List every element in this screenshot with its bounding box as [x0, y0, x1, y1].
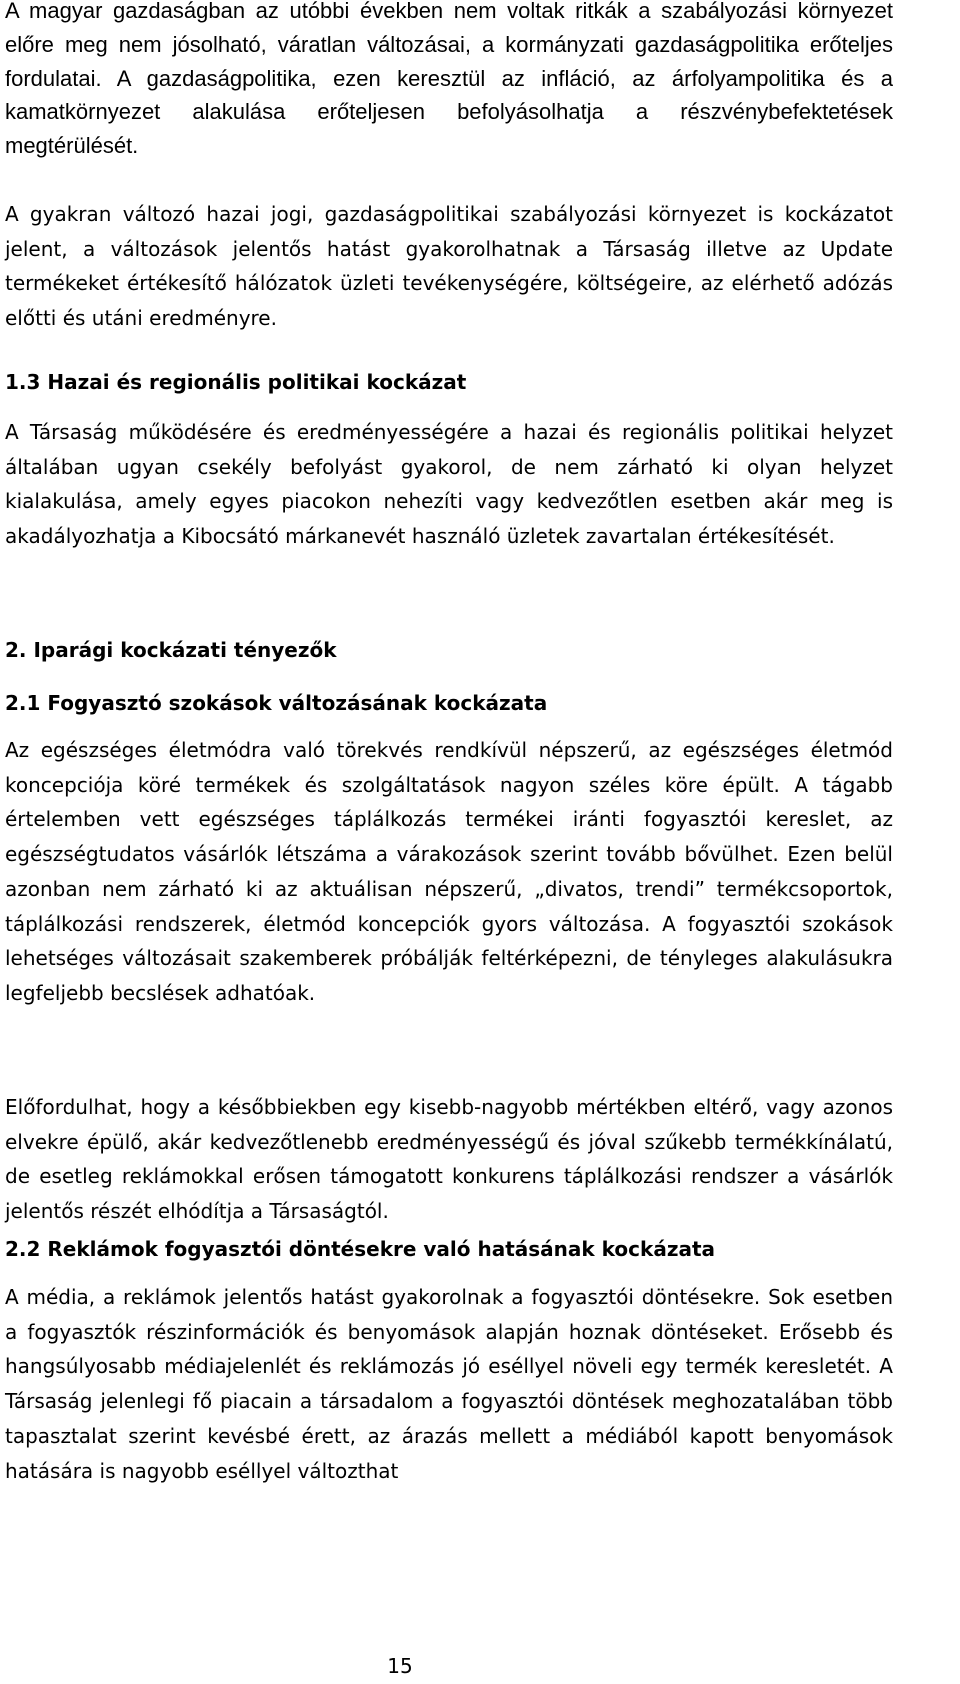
- page-number: 15: [387, 1654, 413, 1678]
- paragraph-competition: Előfordulhat, hogy a későbbiekben egy kisebb-nagyobb mértékben eltérő, vagy azonos elvekre épülő, akár kedvezőtlenebb eredményességű és jóval szűkebb termékkínálatú, de esetleg reklámokkal erősen támogatott konkurens táplálkozási rendszer a vásárlók jelentős részét elhódítja a Társaságtól.: [5, 1095, 893, 1224]
- paragraph-consumer-habits: Az egészséges életmódra való törekvés rendkívül népszerű, az egészséges életmód koncepciója köré termékek és szolgáltatások nagyon széles köre épült. A tágabb értelemben vett egészséges táplálkozás termékei iránti fogyasztói kereslet, az egészségtudatos vásárlók létszáma a várakozások szerint tovább bővülhet. Ezen belül azonban nem zárható ki az aktuálisan népszerű, „divatos, trendi” termékcsoportok, táplálkozási rendszerek, életmód koncepciók gyors változása. A fogyasztói szokások lehetséges változásait szakemberek próbálják feltérképezni, de tényleges alakulásukra legfeljebb becslések adhatóak.: [5, 738, 893, 1005]
- heading-2: 2. Iparági kockázati tényezők: [5, 638, 337, 662]
- paragraph-economic-policy: A magyar gazdaságban az utóbbi években nem voltak ritkák a szabályozási környezet előre meg nem jósolható, váratlan változásai, a kormányzati gazdaságpolitika erőteljes fordulatai. A gazdaságpolitika, ezen keresztül az infláció, az árfolyampolitika és a kamatkörnyezet alakulása erőteljesen befolyásolhatja a részvénybefektetések megtérülését.: [5, 0, 893, 159]
- paragraph-political-risk: A Társaság működésére és eredményességére a hazai és regionális politikai helyzet általában ugyan csekély befolyást gyakorol, de nem zárható ki olyan helyzet kialakulása, amely egyes piacokon nehezíti vagy kedvezőtlen esetben akár meg is akadályozhatja a Kibocsátó márkanevét használó üzletek zavartalan értékesítését.: [5, 420, 893, 549]
- heading-2-2: 2.2 Reklámok fogyasztói döntésekre való hatásának kockázata: [5, 1237, 716, 1261]
- paragraph-media-influence: A média, a reklámok jelentős hatást gyakorolnak a fogyasztói döntésekre. Sok esetben a fogyasztók részinformációk és benyomások alapján hoznak döntéseket. Erősebb és hangsúlyosabb médiajelenlét és reklámozás jó eséllyel növeli egy termék keresletét. A Társaság jelenlegi fő piacain a társadalom a fogyasztói döntések meghozatalában több tapasztalat szerint kevésbé érett, az árazás mellett a médiából kapott benyomások hatására is nagyobb eséllyel változthat: [5, 1285, 893, 1483]
- paragraph-regulatory-environment: A gyakran változó hazai jogi, gazdaságpolitikai szabályozási környezet is kockázatot jelent, a változások jelentős hatást gyakorolhatnak a Társaság illetve az Update termékeket értékesítő hálózatok üzleti tevékenységére, költségeire, az elérhető adózás előtti és utáni eredményre.: [5, 202, 893, 331]
- heading-2-1: 2.1 Fogyasztó szokások változásának kockázata: [5, 691, 548, 715]
- heading-1-3: 1.3 Hazai és regionális politikai kockázat: [5, 370, 467, 394]
